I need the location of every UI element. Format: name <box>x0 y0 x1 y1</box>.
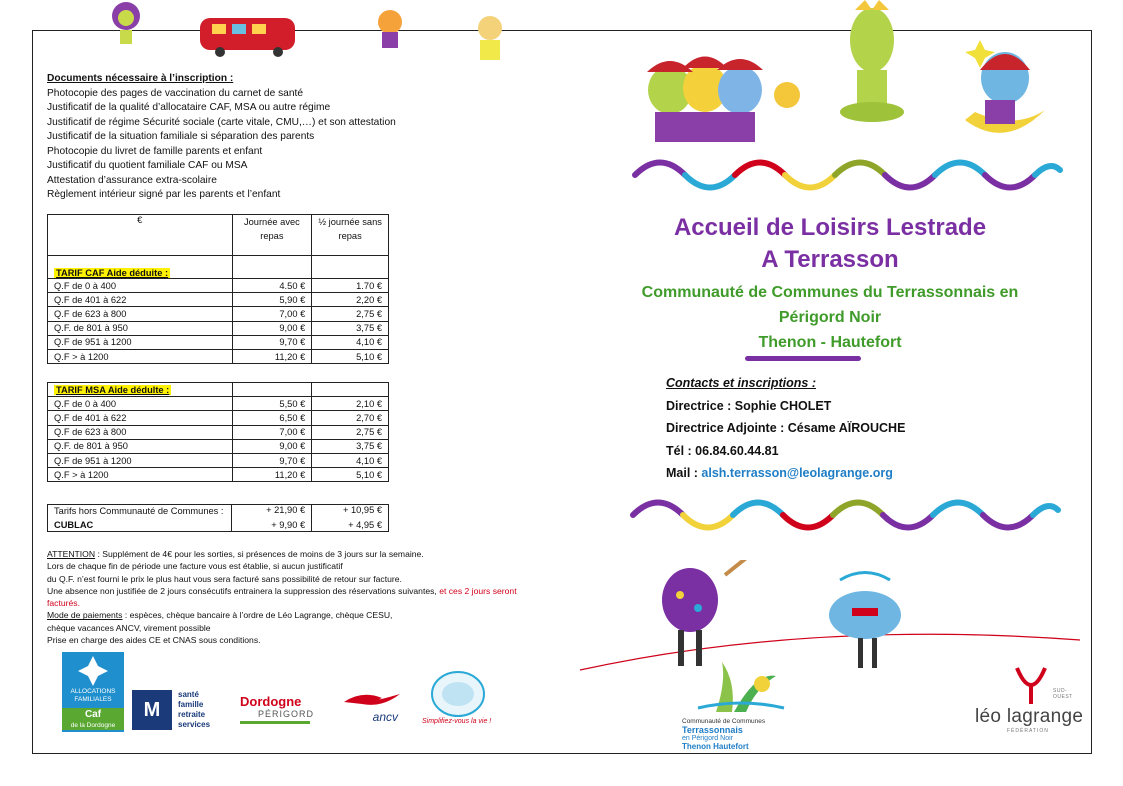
contact-phone[interactable]: Tél : 06.84.60.44.81 <box>666 443 779 458</box>
table-row <box>48 335 389 349</box>
row-label: Q.F. de 801 à 950 <box>48 321 233 335</box>
payment-label: Mode de paiements <box>47 610 123 621</box>
table-row <box>48 397 389 411</box>
contact-mail: Mail : alsh.terrasson@leolagrange.org <box>666 466 893 480</box>
document-item: Attestation d’assurance extra-scolaire <box>47 174 217 186</box>
row-day: 9,00 € <box>232 439 312 453</box>
contact-deputy: Directrice Adjointe : Césame AÏROUCHE <box>666 421 906 435</box>
note-line: Lors de chaque fin de période une facture vous est établie, si aucun justificatif <box>47 561 343 572</box>
header-euro: € <box>48 215 233 256</box>
page-title: Accueil de Loisirs Lestrade A Terrasson <box>673 214 987 273</box>
cesu-emblem-icon <box>428 670 488 718</box>
row-half: 2,75 € <box>312 425 389 439</box>
note-line: Une absence non justifiée de 2 jours consécutifs entrainera la suppression des réservations suivantes, et ces 2 jours seront facturés. <box>47 585 517 609</box>
document-item: Justificatif de la situation familiale si séparation des parents <box>47 131 315 142</box>
kids-illustration <box>635 0 1055 150</box>
table-row <box>48 279 389 293</box>
note-line: chèque vacances ANCV, virement possible <box>47 622 211 633</box>
row-label: Q.F > à 1200 <box>48 349 233 363</box>
three-kids-icon <box>647 57 800 143</box>
subtitle-underline <box>745 356 861 361</box>
row-day: 7,00 € <box>232 307 312 321</box>
row-day: 11,20 € <box>232 349 312 363</box>
row-day: 7,00 € <box>232 425 312 439</box>
contacts-heading: Contacts et inscriptions : <box>666 376 817 390</box>
tarif-hors-table <box>47 504 389 532</box>
attention-note: ATTENTION : Supplément de 4€ pour les sorties, si présences de moins de 3 jours sur la semaine. <box>47 549 424 559</box>
note-line: Prise en charge des aides CE et CNAS sous conditions. <box>47 635 261 646</box>
page-subtitle: Communauté de Communes du Terrassonnais en Périgord Noir Thenon - Hautefort <box>641 284 1019 351</box>
payment-note: Mode de paiements : espèces, chèque bancaire à l’ordre de Léo Lagrange, chèque CESU, <box>47 610 393 621</box>
table-row <box>48 505 389 519</box>
row-day: 9,70 € <box>232 453 312 467</box>
communaute-communes-logo: Communauté de Communes Terrassonnais en Périgord Noir Thenon Hautefort <box>682 662 792 770</box>
table-row <box>48 321 389 335</box>
tall-character-icon <box>840 0 904 122</box>
leo-lagrange-logo: SUD-OUEST léo lagrange FÉDÉRATION <box>975 662 1085 746</box>
mail-link[interactable]: alsh.terrasson@leolagrange.org <box>701 466 893 480</box>
ancv-bird-icon <box>342 690 402 710</box>
row-half: 5,10 € <box>312 349 389 363</box>
msa-emblem-icon: M <box>132 690 172 730</box>
row-day: 9,70 € <box>232 335 312 349</box>
note-line: du Q.F. n’est fourni le prix le plus haut vous sera facturé sans possibilité de retour sur facture. <box>47 573 402 584</box>
document-item: Photocopie des pages de vaccination du carnet de santé <box>47 87 304 99</box>
cloud-character-icon <box>829 573 901 669</box>
cublac-day: + 9,90 € <box>232 518 312 532</box>
top-illustrations <box>100 0 520 60</box>
tarif-msa-table <box>47 382 389 482</box>
row-day: 4.50 € <box>232 279 312 293</box>
princess-character-icon <box>478 16 502 60</box>
leo-lagrange-emblem-icon <box>1011 662 1051 706</box>
cesu-logo: Simplifiez-vous la vie ! <box>422 670 502 732</box>
table-row <box>48 439 389 453</box>
header-half-day: ½ journée sans repas <box>312 215 389 256</box>
hors-day: + 21,90 € <box>232 505 312 519</box>
hors-half: + 10,95 € <box>312 505 389 519</box>
row-day: 6,50 € <box>232 411 312 425</box>
documents-list <box>47 72 396 203</box>
row-label: Q.F de 401 à 622 <box>48 411 233 425</box>
row-half: 3,75 € <box>312 439 389 453</box>
table-row <box>48 349 389 363</box>
row-day: 9,00 € <box>232 321 312 335</box>
document-item: Règlement intérieur signé par les parents et l’enfant <box>47 189 281 200</box>
row-half: 4,10 € <box>312 453 389 467</box>
row-label: Q.F de 951 à 1200 <box>48 453 233 467</box>
document-item: Justificatif de la qualité d’allocataire CAF, MSA ou autre régime <box>47 102 331 113</box>
row-label: Q.F de 623 à 800 <box>48 307 233 321</box>
table-row <box>48 411 389 425</box>
row-half: 4,10 € <box>312 335 389 349</box>
contact-director: Directrice : Sophie CHOLET <box>666 398 832 413</box>
caf-logo: ALLOCATIONS FAMILIALES Caf de la Dordogne <box>62 652 124 732</box>
row-label: Q.F. de 801 à 950 <box>48 439 233 453</box>
row-label: Q.F de 0 à 400 <box>48 397 233 411</box>
table-header-row <box>48 215 389 256</box>
decorative-wave-bottom <box>628 490 1068 540</box>
table-row <box>48 256 389 279</box>
row-half: 2,10 € <box>312 397 389 411</box>
table-row <box>48 383 389 397</box>
row-half: 3,75 € <box>312 321 389 335</box>
decorative-wave-top <box>630 150 1070 200</box>
row-half: 1.70 € <box>312 279 389 293</box>
table-row <box>48 293 389 307</box>
msa-logo: M santé famille retraite services <box>132 690 226 732</box>
document-item: Justificatif de régime Sécurité sociale (carte vitale, CMU,…) et son attestation <box>47 116 396 128</box>
row-label: Q.F de 951 à 1200 <box>48 335 233 349</box>
header-day-meal: Journée avec repas <box>232 215 312 256</box>
row-label: Q.F > à 1200 <box>48 468 233 482</box>
document-item: Photocopie du livret de famille parents et enfant <box>47 145 263 157</box>
row-half: 2,70 € <box>312 411 389 425</box>
notes-block <box>47 548 537 646</box>
girl-on-moon-icon <box>965 40 1045 133</box>
row-label: Q.F de 401 à 622 <box>48 293 233 307</box>
row-half: 2,20 € <box>312 293 389 307</box>
flower-character-icon <box>112 2 140 44</box>
table-row <box>48 468 389 482</box>
cublac-label: CUBLAC <box>48 518 232 532</box>
row-label: Q.F de 0 à 400 <box>48 279 233 293</box>
caf-emblem-icon <box>78 656 108 686</box>
cublac-half: + 4,95 € <box>312 518 389 532</box>
table-row <box>48 518 389 532</box>
table-row <box>48 425 389 439</box>
documents-title: Documents nécessaire à l’inscription : <box>47 73 234 84</box>
tarif-caf-table <box>47 214 389 364</box>
girl-character-icon <box>378 10 402 48</box>
table-row <box>48 453 389 467</box>
row-label: Q.F de 623 à 800 <box>48 425 233 439</box>
caf-label: TARIF CAF Aide déduite : <box>56 268 169 278</box>
msa-label: TARIF MSA Aide dédulte : <box>56 384 170 395</box>
row-half: 5,10 € <box>312 468 389 482</box>
document-item: Justificatif du quotient familiale CAF ou MSA <box>47 160 248 171</box>
contacts-block <box>666 372 905 485</box>
cc-emblem-icon <box>696 662 786 718</box>
row-day: 5,50 € <box>232 397 312 411</box>
table-row <box>48 307 389 321</box>
row-day: 11,20 € <box>232 468 312 482</box>
ancv-logo: ancv <box>342 690 402 726</box>
row-half: 2,75 € <box>312 307 389 321</box>
hors-label: Tarifs hors Communauté de Communes : <box>48 505 232 519</box>
row-day: 5,90 € <box>232 293 312 307</box>
attention-label: ATTENTION <box>47 549 96 559</box>
paint-character-icon <box>662 560 750 666</box>
dordogne-logo: Dordogne PÉRIGORD <box>240 694 330 728</box>
red-bus-icon <box>200 18 295 57</box>
